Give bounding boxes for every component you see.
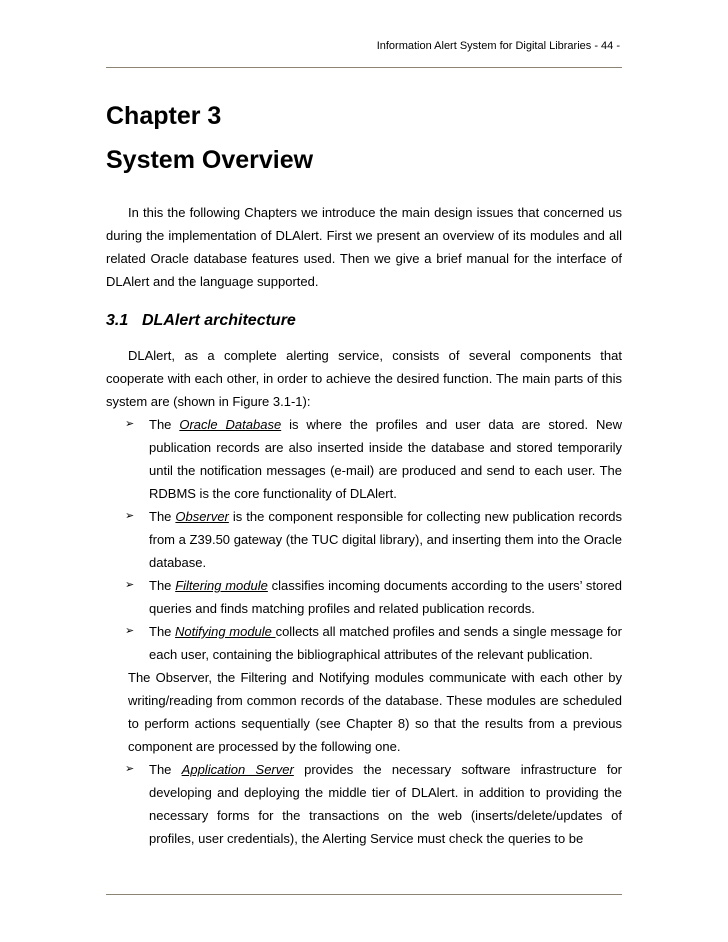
components-list (106, 413, 622, 666)
arrow-bullet-icon: ➢ (125, 763, 135, 775)
item-text: is where the profiles and user data are stored. New publication records are also inserted inside the database and stored temporarily until the notification messages (e-mail) are produced and send to each user. The RDBMS is the core functionality of DLAlert. (149, 417, 622, 501)
header-rule (106, 67, 622, 68)
list-item (125, 620, 622, 666)
arrow-bullet-icon: ➢ (125, 625, 135, 637)
component-term: Filtering module (175, 578, 268, 593)
item-text: provides the necessary software infrastructure for developing and deploying the middle tier of DLAlert. in addition to providing the necessary forms for the transactions on the web (inserts/delete/updates of profiles, user credentials), the Alerting Service must check the queries to be (149, 762, 623, 846)
arrow-bullet-icon: ➢ (125, 579, 135, 591)
section-number: 3.1 (106, 312, 129, 329)
intro-paragraph: In this the following Chapters we introduce the main design issues that concerned us during the implementation of DLAlert. First we present an overview of its modules and all related Oracle database features used. Then we give a brief manual for the interface of DLAlert and the language supported. (106, 205, 622, 289)
component-term: Application Server (181, 762, 294, 777)
item-text: collects all matched profiles and sends a single message for each user, containing the bibliographical attributes of the relevant publication. (149, 624, 622, 662)
item-text: The (149, 624, 176, 639)
list-item (125, 505, 622, 574)
modules-paragraph: The Observer, the Filtering and Notifying modules communicate with each other by writing/reading from common records of the database. These modules are scheduled to perform actions sequentially (see Chapter 8) so that the results from a previous component are processed by the following one. (128, 670, 622, 754)
chapter-number: Chapter 3 (106, 102, 222, 130)
item-text: The (149, 417, 180, 432)
arrow-bullet-icon: ➢ (125, 418, 135, 430)
list-item (125, 574, 622, 620)
section-heading (106, 309, 622, 332)
section-intro-paragraph: DLAlert, as a complete alerting service, consists of several components that cooperate with each other, in order to achieve the desired function. The main parts of this system are (shown in Figure 3.1-1): (106, 348, 622, 409)
arrow-bullet-icon: ➢ (125, 510, 135, 522)
component-term: Oracle Database (179, 417, 282, 432)
item-text: The (149, 509, 176, 524)
chapter-title: System Overview (106, 146, 314, 174)
item-text: The (149, 762, 182, 777)
component-term: Observer (175, 509, 229, 524)
list-item (125, 758, 623, 850)
section-title: DLAlert architecture (142, 312, 296, 329)
component-term: Notifying module (175, 624, 276, 639)
page-body (106, 201, 622, 850)
footer-rule (106, 894, 622, 895)
item-text: classifies incoming documents according to the users’ stored queries and finds matching profiles and related publication records. (149, 578, 622, 616)
item-text: The (149, 578, 176, 593)
running-header: Information Alert System for Digital Libraries - 44 - (376, 40, 620, 52)
components-list-continued (106, 758, 622, 850)
item-text: is the component responsible for collecting new publication records from a Z39.50 gateway (the TUC digital library), and inserting them into the Oracle database. (149, 509, 622, 570)
list-item (125, 413, 622, 505)
